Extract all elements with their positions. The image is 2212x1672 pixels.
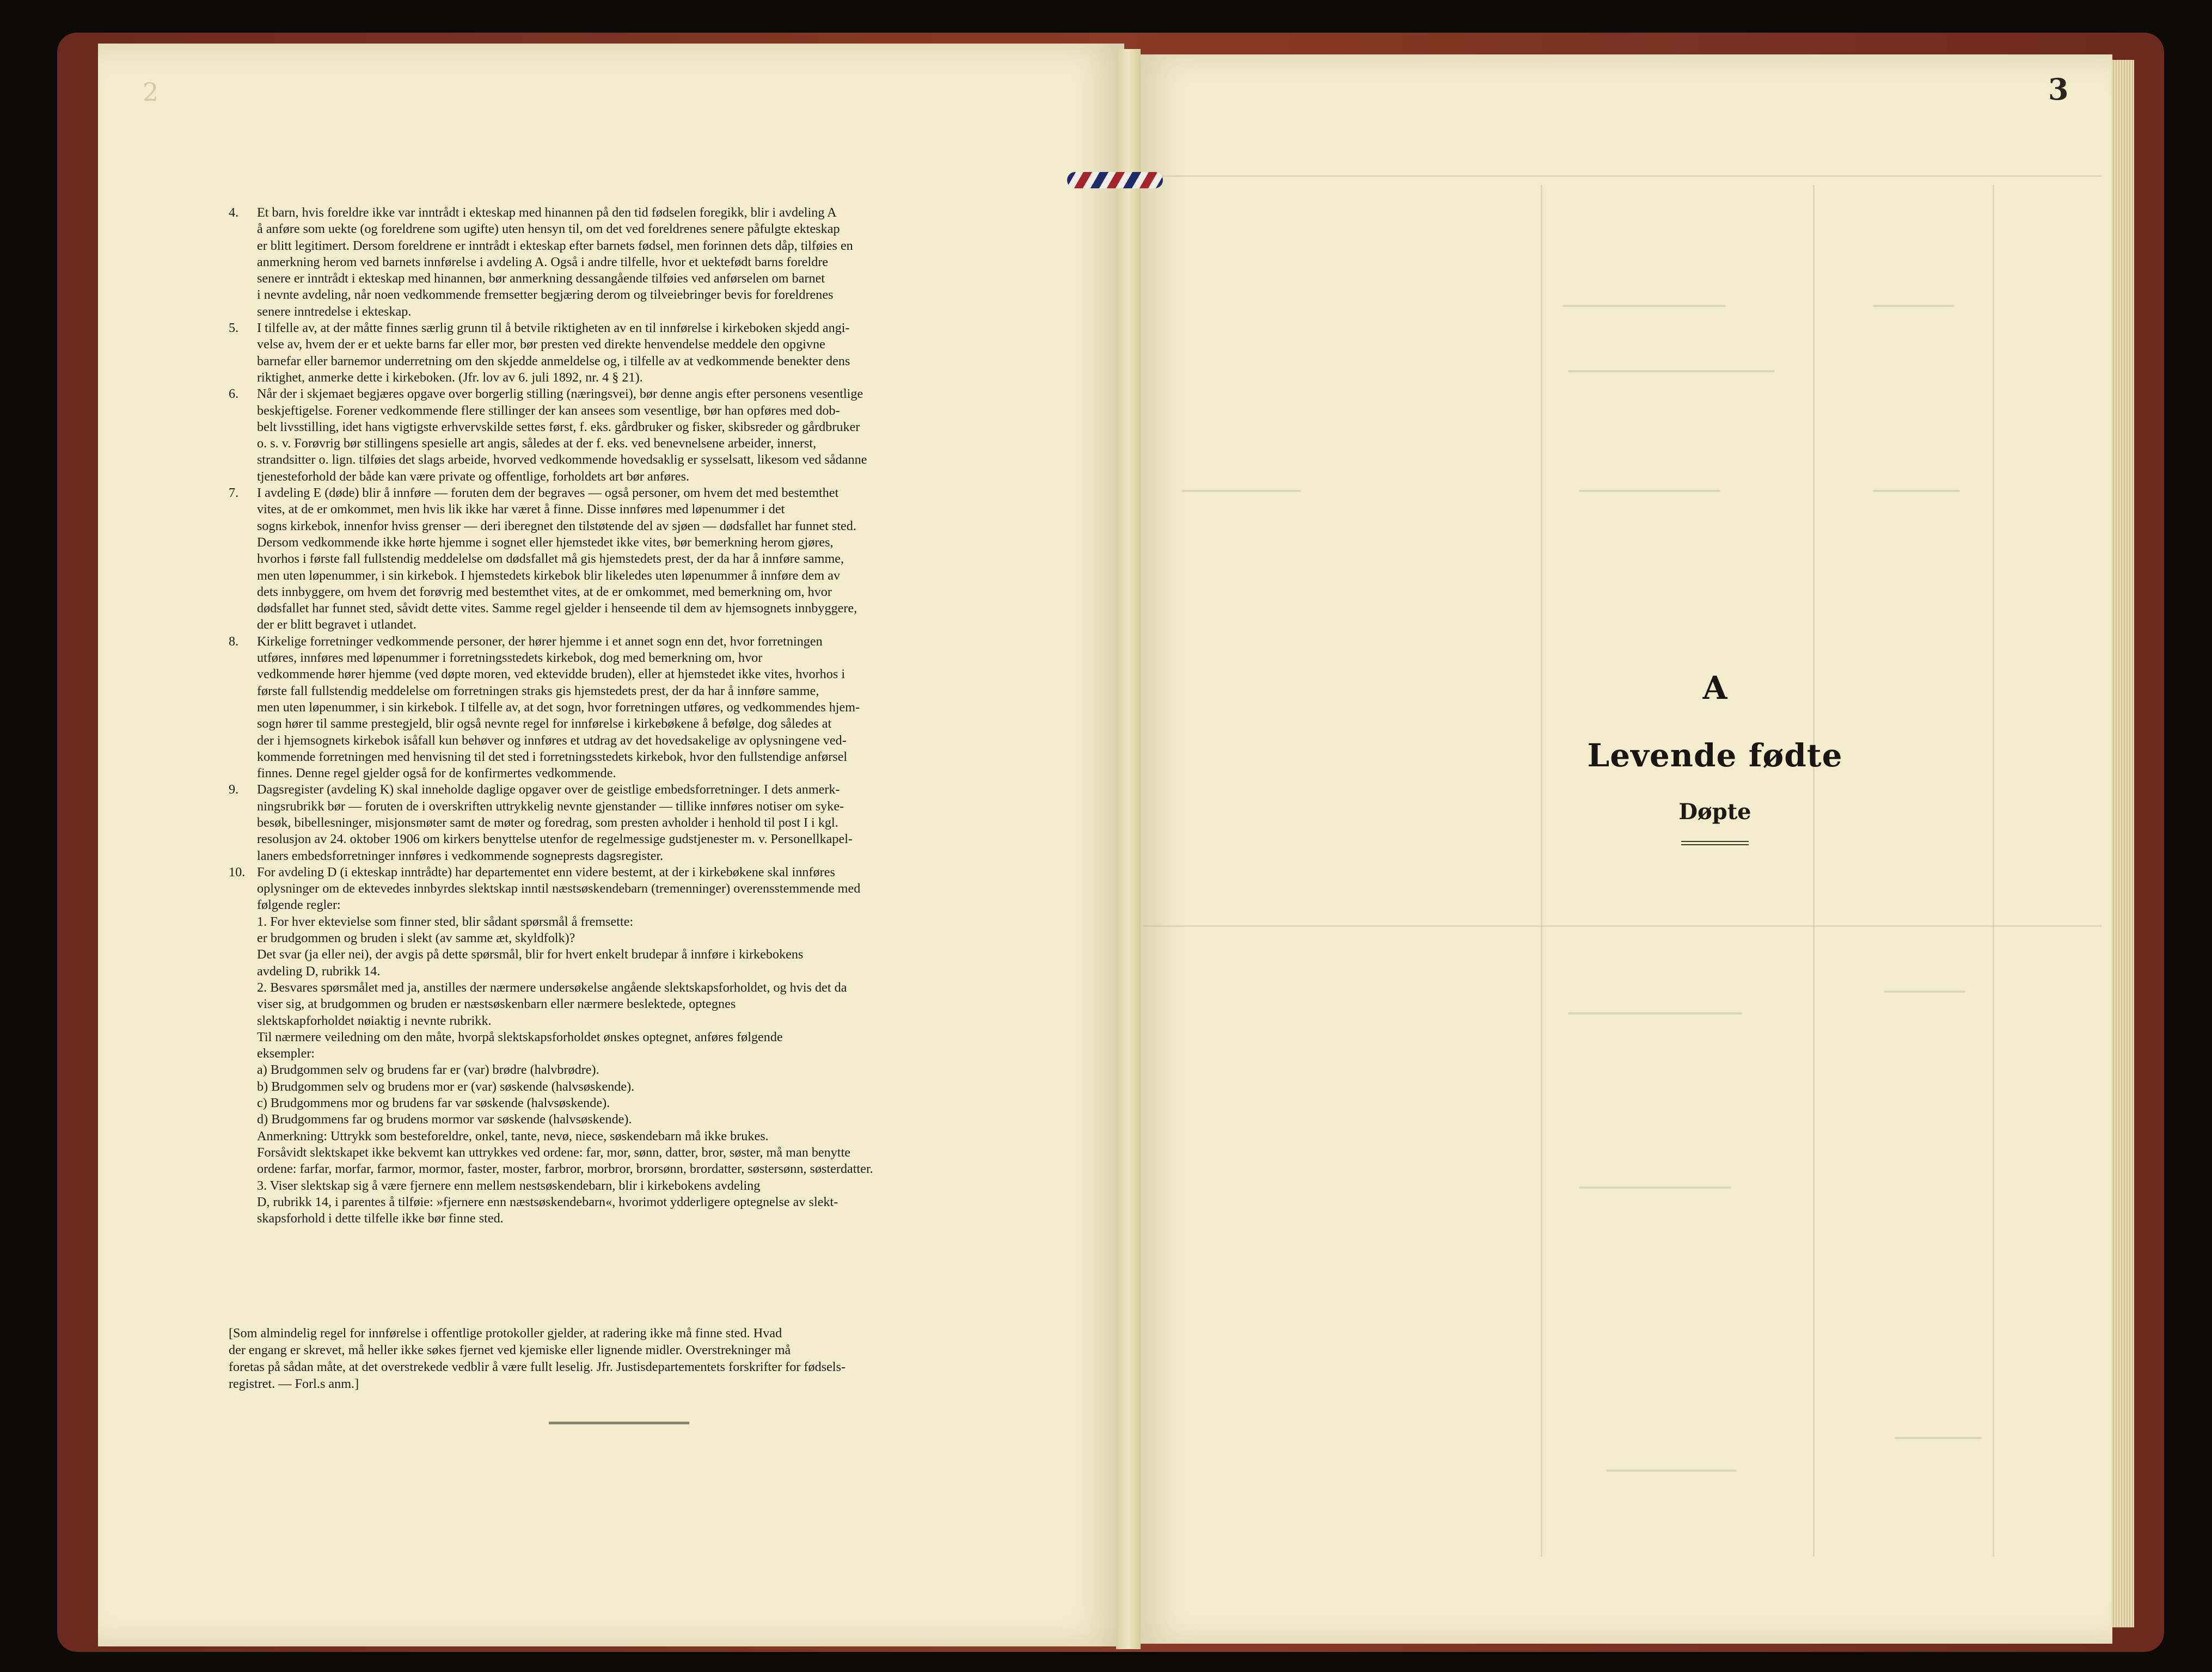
paragraph-line [229,996,1002,1012]
paragraph-line [229,1161,1002,1177]
paragraph-line [229,320,1002,336]
paragraph-text: der i hjemsognets kirkebok isåfall kun behøver og innføres et utdrag av det hovedsakelige av oplysningene ved- [257,733,847,748]
paragraph-line [229,485,1002,501]
paragraph-text: laners embedsforretninger innføres i vedkommende sogneprests dagsregister. [257,848,664,863]
book-gutter [1116,49,1141,1649]
paragraph-line [229,1095,1002,1111]
paragraph-text: avdeling D, rubrikk 14. [257,963,381,979]
paragraph-line [229,798,1002,815]
paragraph-line [229,271,1002,287]
paragraph-text: anmerkning herom ved barnets innførelse i avdeling A. Også i andre tilfelle, hvor et uektefødt barns foreldre [257,254,829,269]
paragraph-line [229,749,1002,765]
paragraph-text: 3. Viser slektskap sig å være fjernere enn mellem nestsøskendebarn, blir i kirkebokens avdeling [257,1178,761,1193]
paragraph-text: vedkommende hører hjemme (ved døpte moren, ved ektevidde bruden), eller at hjemstedet ikke vites, hvorhos i [257,667,845,682]
closing-note-line: foretas på sådan måte, at det overstrekede vedblir å være fullt leselig. Jfr. Justisdepartementets forskrifter for fødsels- [229,1360,846,1374]
paragraph-line [229,765,1002,782]
paragraph-text: ordene: farfar, morfar, farmor, mormor, faster, moster, farbror, morbror, brorsønn, brordatter, søstersønn, søsterdatter. [257,1161,873,1177]
paragraph-line [229,584,1002,600]
paragraph-line [229,699,1002,716]
paragraph-line [229,864,1002,881]
closing-note-line: der engang er skrevet, må heller ikke søkes fjernet ved kjemiske eller lignende midler. Overstrekninger må [229,1343,791,1357]
paragraph-text: i nevnte avdeling, når noen vedkommende fremsetter begjæring derom og tilveiebringer bevis for foreldrenes [257,287,834,303]
paragraph-number: 7. [229,485,239,501]
paragraph-line [229,1111,1002,1128]
paragraph-text: senere er inntrådt i ekteskap med hinannen, bør anmerkning dessangående tilføies ved anførselen om barnet [257,271,825,286]
bleed-through-handwriting [1181,490,1301,492]
paragraph-line [229,1145,1002,1161]
paragraph-text: riktighet, anmerke dette i kirkeboken. (Jfr. lov av 6. juli 1892, nr. 4 § 21). [257,370,643,385]
instructions-text [229,205,1002,1227]
paragraph-line [229,254,1002,271]
paragraph-line [229,980,1002,996]
bleed-through-handwriting [1568,1012,1742,1015]
paragraph-number: 9. [229,782,239,797]
paragraph-text: senere inntredelse i ekteskap. [257,304,412,319]
end-rule [549,1422,689,1424]
paragraph-line [229,1210,1002,1227]
paragraph-line [229,287,1002,303]
paragraph-line [229,1128,1002,1145]
section-title: Levende fødte [1587,737,1843,774]
paragraph-line [229,1013,1002,1029]
paragraph-line [229,881,1002,897]
paragraph-text: oplysninger om de ektevedes innbyrdes slektskap inntil næstsøskendebarn (tremenninger) overensstemmende med [257,881,861,896]
paragraph-line [229,304,1002,320]
paragraph-line [229,336,1002,353]
paragraph-text: I tilfelle av, at der måtte finnes særlig grunn til å betvile riktigheten av en til innførelse i kirkeboken skjedd angi- [257,321,850,336]
paragraph-text: o. s. v. Forøvrig bør stillingens spesielle art angis, således at der f. eks. ved benevnelsene arbeider, innerst, [257,436,817,451]
paragraph-text: følgende regler: [257,898,341,913]
paragraph-text: Til nærmere veiledning om den måte, hvorpå slektskapsforholdet ønskes optegnet, anføres følgende [257,1029,783,1044]
ribbon-bookmark [1067,172,1163,188]
paragraph-number: 8. [229,634,239,649]
bleed-through-rule [1143,925,2101,927]
paragraph-text: 2. Besvares spørsmålet med ja, anstilles der nærmere undersøkelse angående slektskapsforholdet, og hvis det da [257,980,847,995]
paragraph-text: Når der i skjemaet begjæres opgave over borgerlig stilling (næringsvei), bør denne angis efter personens vesentlige [257,386,863,402]
paragraph-line [229,435,1002,452]
bleed-through-handwriting [1884,991,1965,993]
paragraph-line [229,914,1002,930]
paragraph-text: strandsitter o. lign. tilføies det slags arbeide, hvorved vedkommende hovedsaklig er sysselsatt, likesom ved sådanne [257,452,867,468]
paragraph-text: er blitt legitimert. Dersom foreldrene er inntrådt i ekteskap efter barnets fødsel, men forinnen dets dåp, tilføies en [257,238,853,253]
bleed-through-handwriting [1563,305,1726,307]
paragraph-text: Forsåvidt slektskapet ikke bekvemt kan uttrykkes ved ordene: far, mor, sønn, datter, bror, søster, må man benytte [257,1145,851,1160]
paragraph-line [229,831,1002,847]
paragraph-text: men uten løpenummer, i sin kirkebok. I tilfelle av, at det sogn, hvor forretningen utføres, og vedkommendes hjem- [257,699,860,715]
paragraph-line [229,518,1002,534]
paragraph-text: b) Brudgommen selv og brudens mor er (var) søskende (halvsøskende). [257,1079,635,1094]
paragraph-text: barnefar eller barnemor underretning om den skjedde anmeldelse og, i tilfelle av at vedkommende benekter dens [257,353,850,368]
paragraph-line [229,568,1002,584]
paragraph-line [229,370,1002,386]
paragraph-text: belt livsstilling, idet hans vigtigste erhvervskilde settes først, f. eks. gårdbruker og fisker, skibsreder og gårdbruker [257,419,860,434]
paragraph-text: slektskapforholdet nøiaktig i nevnte rubrikk. [257,1013,492,1028]
paragraph-text: er brudgommen og bruden i slekt (av samme æt, skyldfolk)? [257,931,575,946]
bleed-through-handwriting [1579,490,1720,492]
closing-note [229,1325,1002,1392]
paragraph-line [229,452,1002,468]
paragraph-line [229,419,1002,435]
paragraph-line [229,683,1002,699]
paragraph-text: a) Brudgommen selv og brudens far er (var) brødre (halvbrødre). [257,1062,599,1078]
paragraph-number: 10. [229,864,246,880]
paragraph-text: første fall fullstendig meddelelse om forretningen straks gis hjemstedets prest, der da har å innføre samme, [257,683,819,698]
paragraph-line [229,1194,1002,1210]
paragraph-text: c) Brudgommens mor og brudens far var søskende (halvsøskende). [257,1096,610,1111]
paragraph-line [229,930,1002,946]
paragraph-line [229,221,1002,237]
paragraph-text: dets innbyggere, om hvem det forøvrig med bestemthet vites, at de er omkommet, med bemerkning om, hvor [257,584,832,599]
paragraph-line [229,403,1002,419]
paragraph-line [229,1046,1002,1062]
paragraph-text: viser sig, at brudgommen og bruden er næstsøskenbarn eller nærmere beslektede, optegnes [257,997,736,1012]
paragraph-line [229,238,1002,254]
bleed-through-handwriting [1568,370,1775,372]
paragraph-line [229,617,1002,633]
paragraph-line [229,815,1002,831]
paragraph-line [229,1079,1002,1095]
bleed-through-handwriting [1873,305,1954,307]
paragraph-text: hvorhos i første fall fullstendig meddelelse om dødsfallet må gis hjemstedets prest, der da har å innføre samme, [257,551,844,567]
paragraph-text: Kirkelige forretninger vedkommende personer, der hører hjemme i et annet sogn enn det, hvor forretningen [257,634,823,649]
section-subtitle: Døpte [1678,799,1751,825]
paragraph-text: sogn hører til samme prestegjeld, blir også nevnte regel for innførelse i kirkebøkene å befølge, dog således at [257,716,832,732]
paragraph-line [229,716,1002,732]
paragraph-text: vites, at de er omkommet, men hvis lik ikke har været å finne. Disse innføres med løpenummer i det [257,502,785,517]
bleed-through-handwriting [1873,490,1960,492]
paragraph-text: dødsfallet har funnet sted, såvidt dette vites. Samme regel gjelder i henseende til dem av hjemsognets innbyggere, [257,601,857,616]
paragraph-text: der er blitt begravet i utlandet. [257,617,416,632]
bleed-through-rule [1143,175,2101,177]
right-page [1135,54,2112,1644]
paragraph-text: eksempler: [257,1046,315,1061]
paragraph-line [229,650,1002,666]
paragraph-text: d) Brudgommens far og brudens mormor var søskende (halvsøskende). [257,1112,632,1127]
paragraph-line [229,501,1002,518]
paragraph-line [229,1062,1002,1078]
paragraph-text: skapsforhold i dette tilfelle ikke bør finne sted. [257,1211,504,1226]
paragraph-text: Anmerkning: Uttrykk som besteforeldre, onkel, tante, nevø, niece, søskendebarn må ikke brukes. [257,1128,769,1144]
paragraph-line [229,634,1002,650]
bleed-through-handwriting [1579,1187,1731,1189]
paragraph-line [229,897,1002,913]
section-heading [1296,669,2134,845]
paragraph-number: 6. [229,386,239,402]
paragraph-line [229,1178,1002,1194]
bleed-through-rule [1993,185,1994,1557]
paragraph-text: 1. For hver ektevielse som finner sted, blir sådant spørsmål å fremsette: [257,914,634,929]
paragraph-text: Dersom vedkommende ikke hørte hjemme i sognet eller hjemstedet ikke vites, bør bemerkning herom gjøres, [257,534,834,550]
heading-rule [1681,841,1749,845]
paragraph-line [229,666,1002,683]
paragraph-line [229,551,1002,567]
paragraph-text: Det svar (ja eller nei), der avgis på dette spørsmål, blir for hvert enkelt brudepar å innføre i kirkebokens [257,947,804,962]
paragraph-text: Et barn, hvis foreldre ikke var inntrådt i ekteskap med hinannen på den tid fødselen foregikk, blir i avdeling A [257,205,837,220]
paragraph-line [229,963,1002,980]
paragraph-text: ningsrubrikk bør — foruten de i overskriften uttrykkelig nevnte gjenstander — tillike innføres notiser om syke- [257,798,844,814]
paragraph-line [229,848,1002,864]
paragraph-line [229,353,1002,370]
paragraph-text: D, rubrikk 14, i parentes å tilføie: »fjernere enn næstsøskendebarn«, hvorimot ydderligere optegnelse av slekt- [257,1194,838,1209]
left-page-number: 2 [143,77,159,107]
paragraph-text: finnes. Denne regel gjelder også for de konfirmertes vedkommende. [257,766,616,781]
closing-note-line: [Som almindelig regel for innførelse i offentlige protokoller gjelder, at radering ikke må finne sted. Hvad [229,1326,782,1341]
bleed-through-rule [1541,185,1542,1557]
right-page-number: 3 [2048,72,2069,107]
paragraph-line [229,733,1002,749]
paragraph-line [229,600,1002,617]
paragraph-line [229,469,1002,485]
paragraph-line [229,946,1002,963]
paragraph-line [229,205,1002,221]
paragraph-text: tjenesteforhold der både kan være private og offentlige, forholdets art bør anføres. [257,469,690,484]
paragraph-text: Dagsregister (avdeling K) skal inneholde daglige opgaver over de geistlige embedsforretninger. I dets anmerk- [257,782,840,797]
paragraph-text: beskjeftigelse. Forener vedkommende flere stillinger der kan ansees som vesentlige, bør han opføres med dob- [257,403,840,418]
paragraph-number: 5. [229,321,239,336]
bleed-through-handwriting [1606,1470,1737,1472]
paragraph-line [229,534,1002,551]
paragraph-text: kommende forretningen med henvisning til det sted i forretningsstedets kirkebok, hvor den fullstendige anførsel [257,749,848,764]
paragraph-text: velse av, hvem der er et uekte barns far eller mor, bør presten ved direkte henvendelse meddele den opgivne [257,337,825,352]
section-letter: A [1702,669,1727,706]
paragraph-text: For avdeling D (i ekteskap inntrådte) har departementet enn videre bestemt, at der i kirkebøkene skal innføres [257,864,835,880]
closing-note-line: registret. — Forl.s anm.] [229,1376,359,1391]
paragraph-line [229,386,1002,402]
paragraph-text: besøk, bibellesninger, misjonsmøter samt de møter og foredrag, som presten avholder i henhold til post I i kgl. [257,815,838,830]
paragraph-text: å anføre som uekte (og foreldrene som ugifte) uten hensyn til, om det ved foreldrenes senere påfulgte ekteskap [257,222,840,237]
bleed-through-rule [1813,185,1815,1557]
paragraph-text: men uten løpenummer, i sin kirkebok. I hjemstedets kirkebok blir likeledes uten løpenummer å innføre dem av [257,568,841,583]
bleed-through-handwriting [1895,1437,1982,1439]
paragraph-text: sogns kirkebok, innenfor hviss grenser — deri iberegnet den tilstøtende del av sjøen — dødsfallet har funnet sted. [257,518,856,533]
paragraph-text: I avdeling E (døde) blir å innføre — foruten dem der begraves — også personer, om hvem det med bestemthet [257,485,839,501]
paragraph-text: utføres, innføres med løpenummer i forretningsstedets kirkebok, dog med bemerkning om, hvor [257,650,763,666]
paragraph-line [229,1029,1002,1046]
paragraph-line [229,782,1002,798]
paragraph-number: 4. [229,205,239,220]
paragraph-text: resolusjon av 24. oktober 1906 om kirkers benyttelse utenfor de regelmessige gudstjenester m. v. Personellkapel- [257,832,853,847]
